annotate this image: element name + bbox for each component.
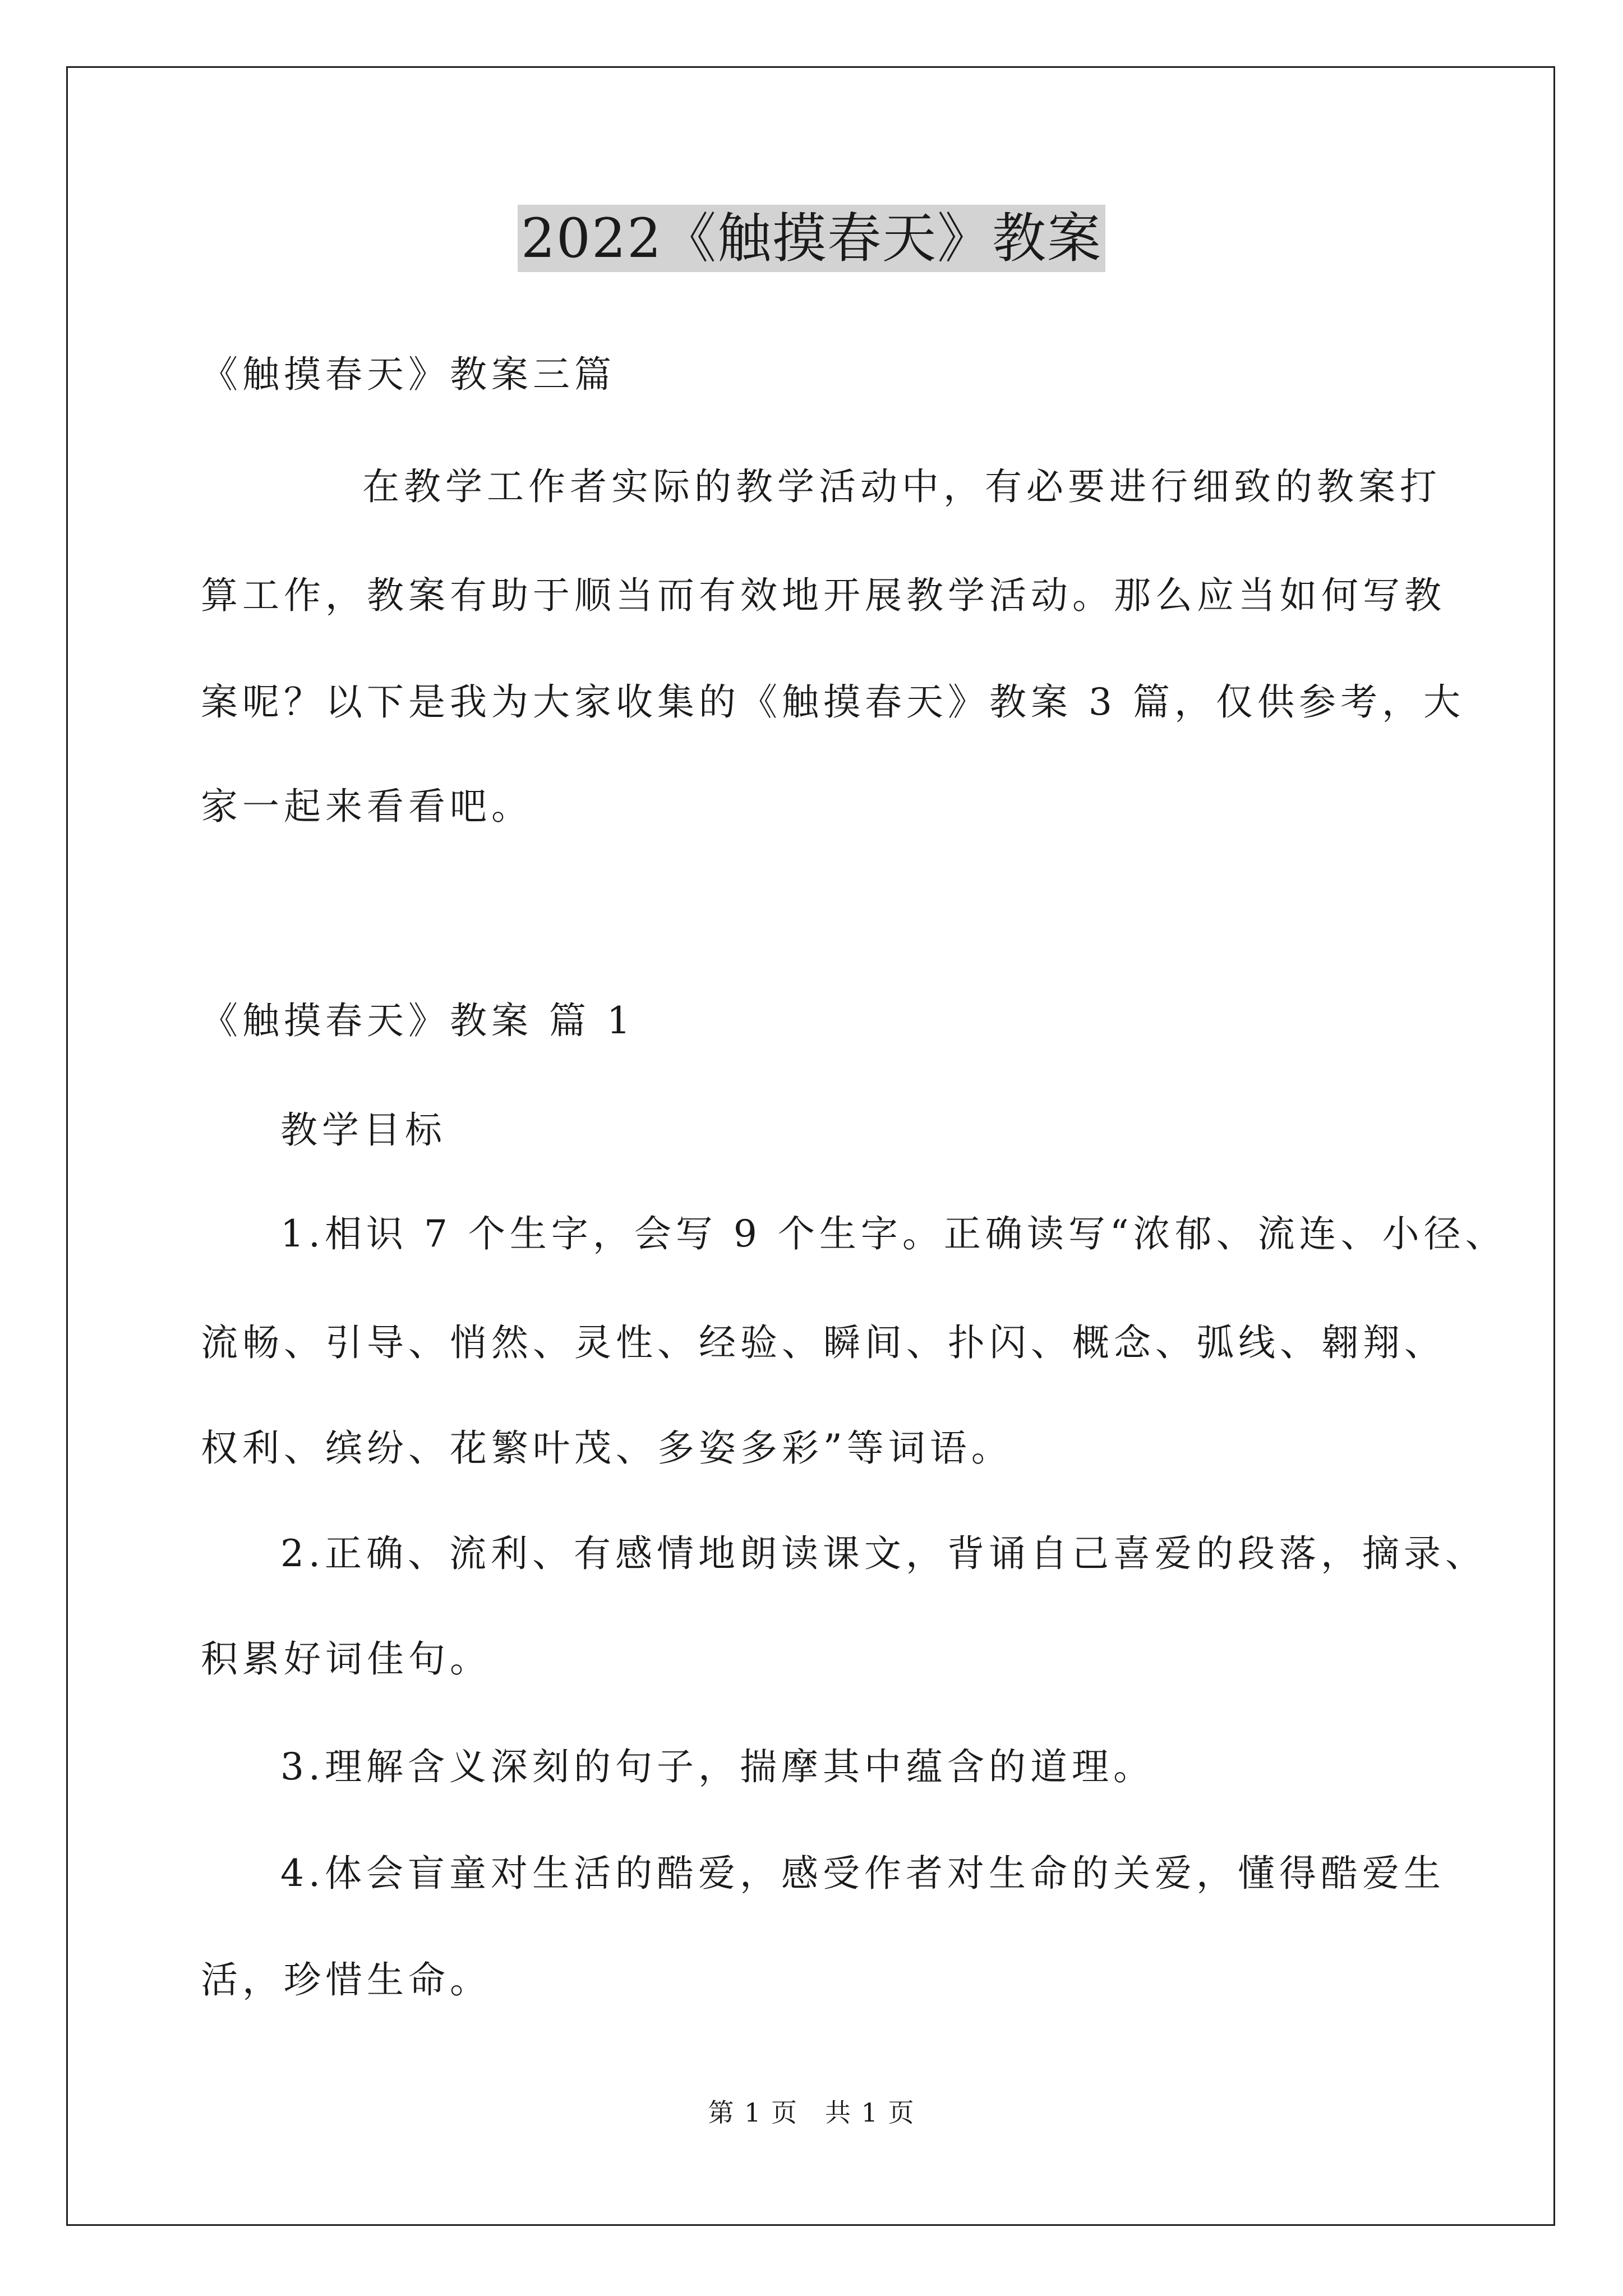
goal-item-line: 1.相识 7 个生字，会写 9 个生字。正确读写“浓郁、流连、小径、 (280, 1212, 1507, 1255)
goal-item-line: 权利、缤纷、花繁叶茂、多姿多彩”等词语。 (201, 1427, 1013, 1470)
goal-item-line: 积累好词佳句。 (201, 1637, 491, 1681)
intro-paragraph-line: 算工作，教案有助于顺当而有效地开展教学活动。那么应当如何写教 (201, 574, 1446, 617)
subheading-teaching-goals: 教学目标 (280, 1108, 446, 1152)
goal-item-line: 4.体会盲童对生活的酷爱，感受作者对生命的关爱，懂得酷爱生 (280, 1852, 1445, 1895)
intro-paragraph-line: 在教学工作者实际的教学活动中，有必要进行细致的教案打 (362, 465, 1441, 508)
page-footer: 第 1 页 共 1 页 (708, 2097, 915, 2128)
goal-item-line: 流畅、引导、悄然、灵性、经验、瞬间、扑闪、概念、弧线、翱翔、 (201, 1321, 1446, 1364)
goal-item-line: 2.正确、流利、有感情地朗读课文，背诵自己喜爱的段落，摘录、 (280, 1532, 1487, 1575)
section-heading: 《触摸春天》教案三篇 (201, 353, 616, 396)
goal-item-line: 活，珍惜生命。 (201, 1958, 491, 2001)
lesson-heading: 《触摸春天》教案 篇 1 (201, 999, 635, 1042)
intro-paragraph-line: 案呢？以下是我为大家收集的《触摸春天》教案 3 篇，仅供参考，大 (201, 680, 1465, 724)
document-title-text: 2022《触摸春天》教案 (518, 205, 1105, 272)
document-title (0, 202, 1623, 275)
intro-paragraph-line: 家一起来看看吧。 (201, 785, 533, 828)
goal-item-line: 3.理解含义深刻的句子，揣摩其中蕴含的道理。 (280, 1745, 1155, 1788)
